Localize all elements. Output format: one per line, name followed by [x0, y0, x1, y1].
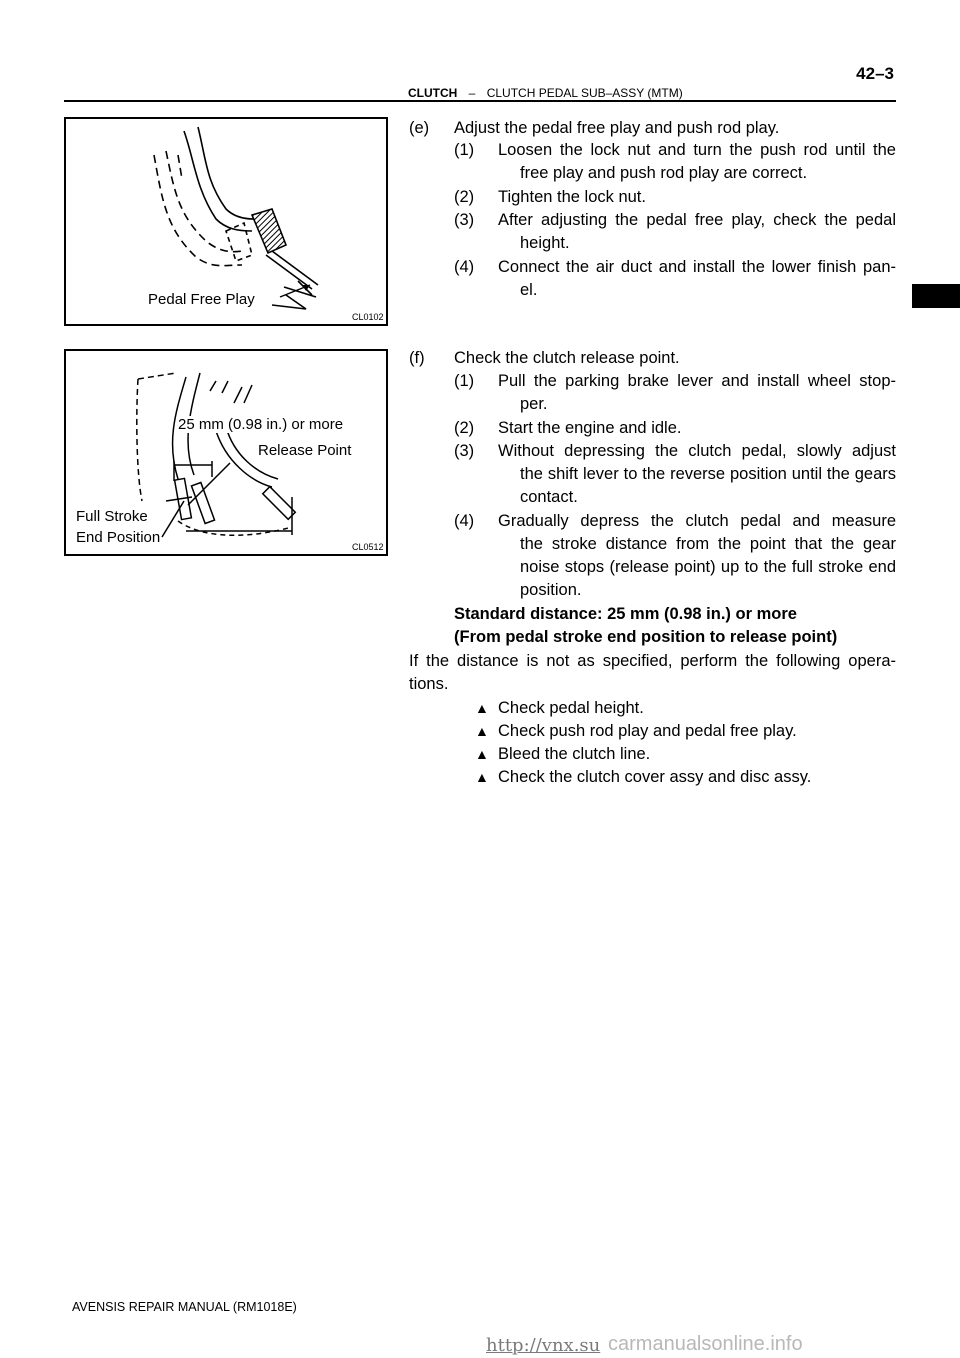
step-f-3-line1: Without depressing the clutch pedal, slowly adjust — [498, 442, 896, 460]
check-bullet-icon: ▲ — [475, 746, 489, 762]
footer-manual-title: AVENSIS REPAIR MANUAL (RM1018E) — [72, 1300, 297, 1314]
step-f-4-line1: Gradually depress the clutch pedal and measure — [498, 512, 896, 530]
step-f-marker: (f) — [409, 349, 425, 367]
step-e-1-line2: free play and push rod play are correct. — [520, 164, 808, 182]
step-f-2-line1: Start the engine and idle. — [498, 419, 682, 437]
step-f-3-line3: contact. — [520, 488, 578, 506]
step-f-1-num: (1) — [454, 372, 475, 390]
step-f-4-line3: noise stops (release point) up to the full stroke end — [520, 558, 896, 576]
step-f-title: Check the clutch release point. — [454, 349, 680, 367]
step-e-2-line1: Tighten the lock nut. — [498, 188, 646, 206]
step-e-3-line1: After adjusting the pedal free play, check the pedal — [498, 211, 896, 229]
figure-code: CL0102 — [352, 312, 384, 322]
step-f-3-line2: the shift lever to the reverse position until the gears — [520, 465, 896, 483]
step-f-1-line2: per. — [520, 395, 548, 413]
step-e-4-line1: Connect the air duct and install the lower finish pan- — [498, 258, 896, 276]
figure-code: CL0512 — [352, 542, 384, 552]
header-separator: – — [468, 86, 476, 100]
step-f-4-line4: position. — [520, 581, 582, 599]
header-rule — [64, 100, 896, 102]
note-line2: tions. — [409, 675, 449, 693]
check-bullet-icon: ▲ — [475, 700, 489, 716]
check-item-1: Check pedal height. — [498, 699, 644, 717]
standard-distance-note: (From pedal stroke end position to release point) — [454, 628, 838, 646]
check-bullet-icon: ▲ — [475, 769, 489, 785]
note-line1: If the distance is not as specified, perform the following opera- — [409, 652, 896, 670]
check-item-4: Check the clutch cover assy and disc assy. — [498, 768, 812, 786]
check-bullet-icon: ▲ — [475, 723, 489, 739]
step-e-1-num: (1) — [454, 141, 475, 159]
label-release-point: Release Point — [258, 442, 352, 459]
section-tab — [912, 284, 960, 308]
step-f-2-num: (2) — [454, 419, 475, 437]
step-e-marker: (e) — [409, 119, 430, 137]
figure-pedal-free-play — [64, 117, 388, 326]
check-item-3: Bleed the clutch line. — [498, 745, 651, 763]
step-e-1-line1: Loosen the lock nut and turn the push rod until the — [498, 141, 896, 159]
step-e-title: Adjust the pedal free play and push rod play. — [454, 119, 780, 137]
label-end-position: End Position — [76, 529, 161, 546]
label-distance: 25 mm (0.98 in.) or more — [178, 416, 344, 433]
step-e-4-num: (4) — [454, 258, 475, 276]
step-f-3-num: (3) — [454, 442, 475, 460]
check-item-2: Check push rod play and pedal free play. — [498, 722, 797, 740]
section-title: CLUTCH — [408, 86, 458, 100]
step-f-1-line1: Pull the parking brake lever and install wheel stop- — [498, 372, 896, 390]
step-e-3-num: (3) — [454, 211, 475, 229]
label-full-stroke: Full Stroke — [76, 508, 148, 525]
watermark-site: carmanualsonline.info — [608, 1333, 803, 1355]
page-number: 42–3 — [856, 64, 894, 83]
subsection-title: CLUTCH PEDAL SUB–ASSY (MTM) — [486, 86, 683, 100]
section-header — [408, 86, 683, 100]
label-pedal-free-play: Pedal Free Play — [148, 291, 255, 308]
step-e-3-line2: height. — [520, 234, 570, 252]
watermark-link[interactable]: http://vnx.su — [486, 1335, 601, 1356]
step-f-4-num: (4) — [454, 512, 475, 530]
figure-release-point — [64, 349, 388, 556]
step-e-4-line2: el. — [520, 281, 538, 299]
step-e-2-num: (2) — [454, 188, 475, 206]
standard-distance: Standard distance: 25 mm (0.98 in.) or more — [454, 605, 797, 623]
step-f-4-line2: the stroke distance from the point that the gear — [520, 535, 896, 553]
